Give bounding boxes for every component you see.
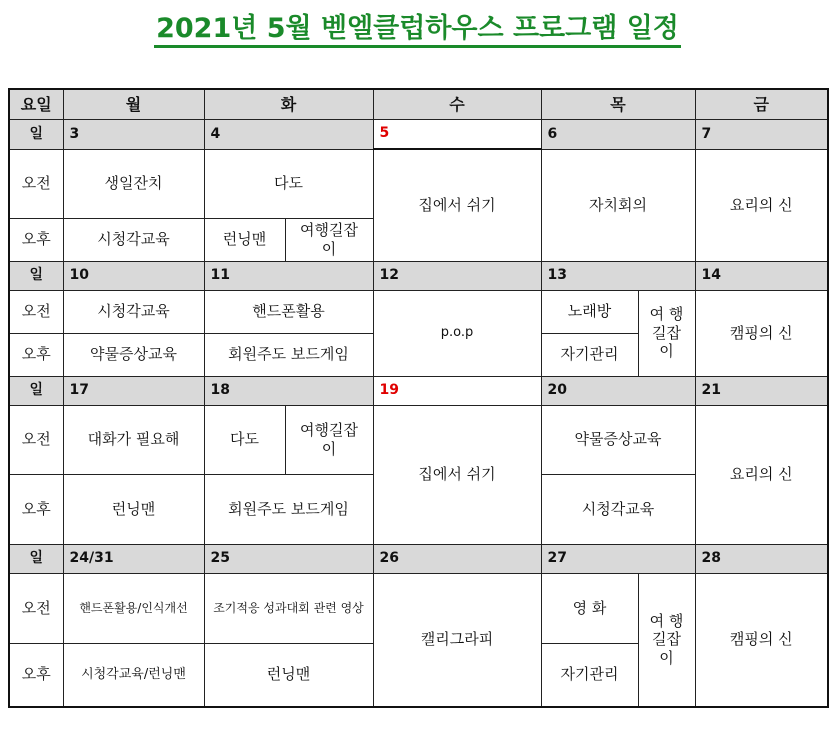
week3-am-row (9, 405, 828, 474)
header-fri: 금 (695, 89, 828, 120)
week4-thu-am: 영 화 (541, 573, 638, 643)
week1-wed: 집에서 쉬기 (373, 149, 541, 261)
week2-mon-pm: 약물증상교육 (63, 333, 204, 376)
week2-wed: p.o.p (373, 290, 541, 376)
week3-mon-pm: 런닝맨 (63, 474, 204, 544)
header-thu: 목 (541, 89, 695, 120)
week4-wed: 캘리그라피 (373, 573, 541, 707)
week4-mon-pm: 시청각교육/런닝맨 (63, 643, 204, 707)
header-tue: 화 (204, 89, 373, 120)
week3-tue-am-a: 다도 (204, 405, 285, 474)
week3-pm-label: 오후 (9, 474, 63, 544)
week1-date-tue: 4 (204, 120, 373, 150)
week4-tue-pm: 런닝맨 (204, 643, 373, 707)
week3-date-wed: 19 (373, 376, 541, 405)
week4-date-thu: 27 (541, 544, 695, 573)
header-row (9, 89, 828, 120)
week2-date-tue: 11 (204, 261, 373, 290)
week3-fri: 요리의 신 (695, 405, 828, 544)
week3-sun-label: 일 (9, 376, 63, 405)
header-wed: 수 (373, 89, 541, 120)
week3-date-mon: 17 (63, 376, 204, 405)
week2-date-thu: 13 (541, 261, 695, 290)
week4-thu-side: 여 행 길잡이 (638, 573, 695, 707)
week3-mon-am: 대화가 필요해 (63, 405, 204, 474)
week3-am-label: 오전 (9, 405, 63, 474)
week1-mon-am: 생일잔치 (63, 149, 204, 218)
week1-date-fri: 7 (695, 120, 828, 150)
week4-date-wed: 26 (373, 544, 541, 573)
week1-date-mon: 3 (63, 120, 204, 150)
week3-date-row (9, 376, 828, 405)
week1-tue-am: 다도 (204, 149, 373, 218)
week3-thu-pm: 시청각교육 (541, 474, 695, 544)
week2-fri: 캠핑의 신 (695, 290, 828, 376)
week4-date-mon: 24/31 (63, 544, 204, 573)
week3-wed: 집에서 쉬기 (373, 405, 541, 544)
page-title (0, 6, 835, 45)
week4-pm-label: 오후 (9, 643, 63, 707)
week4-am-label: 오전 (9, 573, 63, 643)
week4-sun-label: 일 (9, 544, 63, 573)
week2-date-fri: 14 (695, 261, 828, 290)
page-title-text: 2021년 5월 벧엘클럽하우스 프로그램 일정 (154, 13, 681, 48)
week3-tue-am-b: 여행길잡이 (285, 405, 373, 474)
header-mon: 월 (63, 89, 204, 120)
week2-mon-am: 시청각교육 (63, 290, 204, 333)
week1-mon-pm: 시청각교육 (63, 218, 204, 261)
week1-pm-label: 오후 (9, 218, 63, 261)
schedule-table (8, 88, 829, 708)
week4-mon-am: 핸드폰활용/인식개선 (63, 573, 204, 643)
week4-fri: 캠핑의 신 (695, 573, 828, 707)
week1-fri: 요리의 신 (695, 149, 828, 261)
week4-thu-pm: 자기관리 (541, 643, 638, 707)
week1-date-thu: 6 (541, 120, 695, 150)
week3-date-tue: 18 (204, 376, 373, 405)
week2-thu-side: 여 행 길잡이 (638, 290, 695, 376)
week2-date-mon: 10 (63, 261, 204, 290)
week1-tue-pm-b: 여행길잡이 (285, 218, 373, 261)
week1-sun-label: 일 (9, 120, 63, 150)
week2-am-label: 오전 (9, 290, 63, 333)
week1-date-row (9, 120, 828, 150)
week3-tue-pm: 회원주도 보드게임 (204, 474, 373, 544)
week4-date-tue: 25 (204, 544, 373, 573)
week1-tue-pm-a: 런닝맨 (204, 218, 285, 261)
week4-am-row (9, 573, 828, 643)
week2-date-row (9, 261, 828, 290)
week1-am-row (9, 149, 828, 218)
week4-date-fri: 28 (695, 544, 828, 573)
week4-tue-am: 조기적응 성과대회 관련 영상 (204, 573, 373, 643)
week1-am-label: 오전 (9, 149, 63, 218)
week3-date-fri: 21 (695, 376, 828, 405)
week1-thu: 자치회의 (541, 149, 695, 261)
week2-pm-label: 오후 (9, 333, 63, 376)
header-day: 요일 (9, 89, 63, 120)
week4-date-row (9, 544, 828, 573)
week3-date-thu: 20 (541, 376, 695, 405)
week2-thu-pm: 자기관리 (541, 333, 638, 376)
week2-thu-am: 노래방 (541, 290, 638, 333)
week2-tue-am: 핸드폰활용 (204, 290, 373, 333)
week2-am-row (9, 290, 828, 333)
week2-sun-label: 일 (9, 261, 63, 290)
week1-date-wed: 5 (373, 120, 541, 150)
week2-date-wed: 12 (373, 261, 541, 290)
week2-tue-pm: 회원주도 보드게임 (204, 333, 373, 376)
week3-thu-am: 약물증상교육 (541, 405, 695, 474)
